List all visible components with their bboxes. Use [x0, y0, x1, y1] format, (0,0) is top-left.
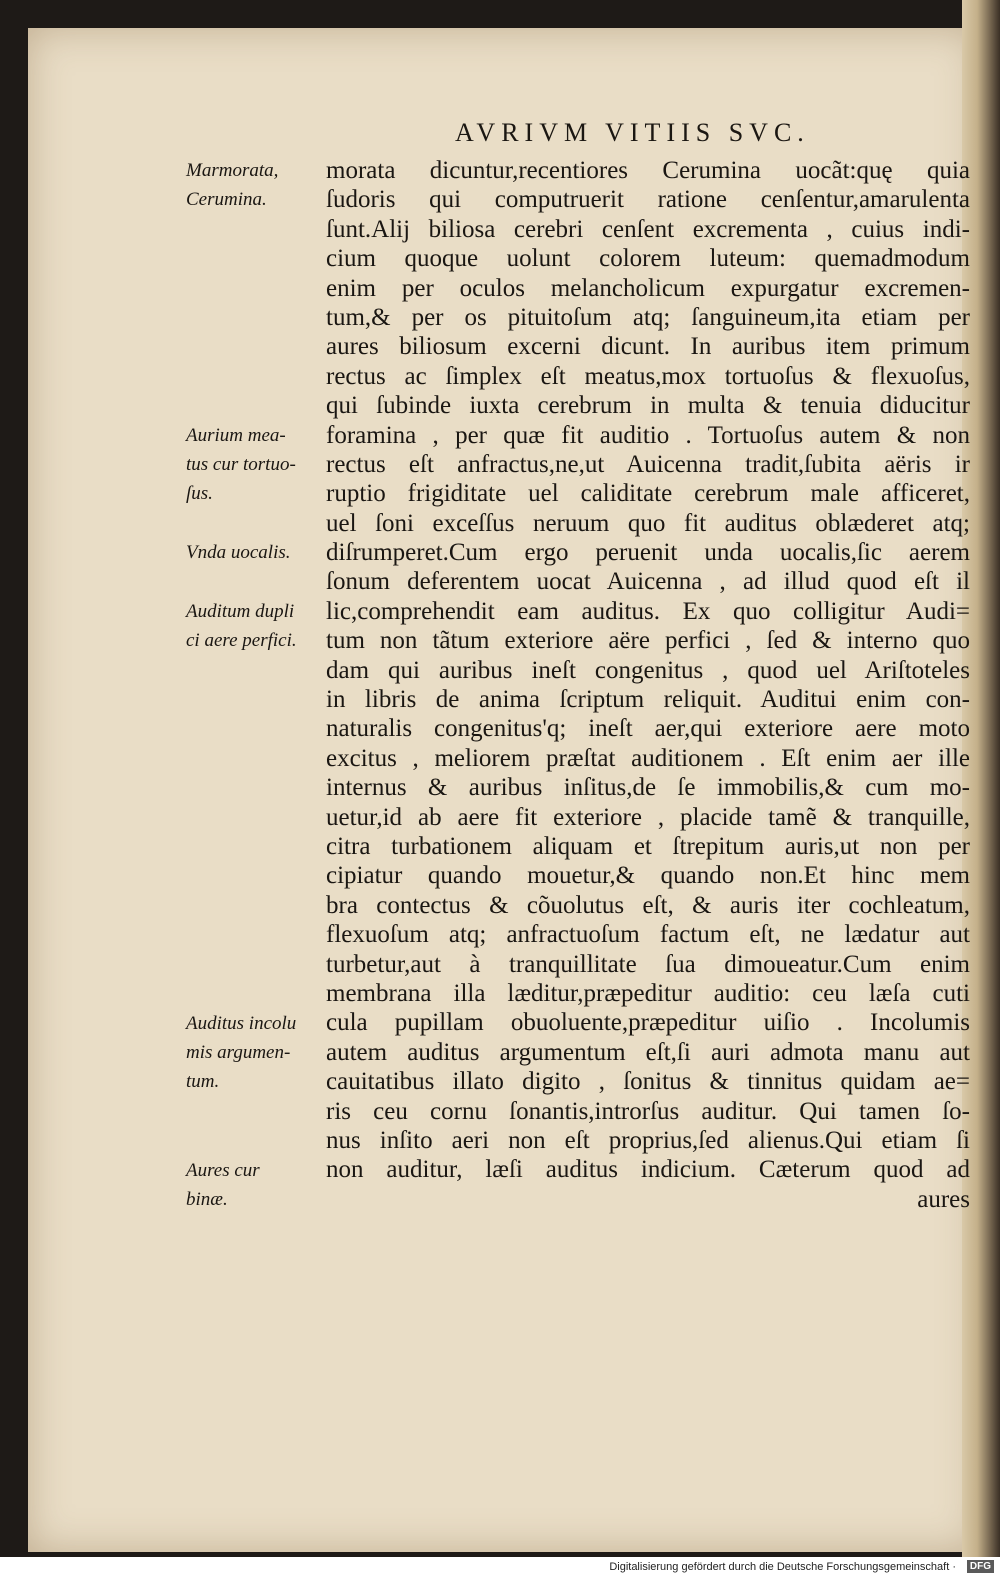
- text-line: bra contectus & cõuolutus eſt, & auris iter cochleatum,: [326, 891, 970, 919]
- text-line: flexuoſum atq; anfractuoſum factum eſt, ne lædatur aut: [326, 921, 970, 949]
- marginal-note: Auditum dupli: [186, 601, 295, 622]
- text-line: ſonum deferentem uocat Auicenna , ad illud quod eſt il: [326, 568, 970, 596]
- footer-credit: Digitalisierung gefördert durch die Deutsche Forschungsgemeinschaft ·: [609, 1561, 956, 1573]
- text-line: diſrumperet.Cum ergo peruenit unda uocalis,ſic aerem: [326, 539, 970, 567]
- text-line: citra turbationem aliquam et ſtrepitum auris,ut non per: [326, 832, 970, 860]
- text-line: non auditur, læſi auditus indicium. Cæterum quod ad: [326, 1156, 970, 1184]
- marginal-note: tus cur tortuo-: [186, 454, 296, 475]
- marginal-note: tum.: [186, 1071, 220, 1093]
- text-line: rectus ac ſimplex eſt meatus,mox tortuoſus & flexuoſus,: [326, 362, 970, 390]
- text-line: dam qui auribus ineſt congenitus , quod uel Ariſtoteles: [326, 656, 970, 684]
- text-line: cauitatibus illato digito , ſonitus & tinnitus quidam ae=: [326, 1068, 970, 1096]
- text-line: cula pupillam obuoluente,præpeditur uiſio . Incolumis: [326, 1009, 970, 1037]
- text-line: nus inſito aeri non eſt proprius,ſed alienus.Qui etiam ſi: [326, 1126, 970, 1154]
- marginal-note: Marmorata,: [186, 160, 279, 181]
- text-line: uetur,id ab aere fit exteriore , placide tamẽ & tranquille,: [326, 803, 970, 831]
- text-line: qui ſubinde iuxta cerebrum in multa & tenuia diducitur: [326, 392, 970, 420]
- marginal-note: Aures cur: [186, 1159, 260, 1181]
- text-line: cipiatur quando mouetur,& quando non.Et hinc mem: [326, 862, 970, 890]
- main-text: [326, 156, 970, 1214]
- text-line: internus & auribus inſitus,de ſe immobilis,& cum mo-: [326, 774, 970, 802]
- marginal-note: mis argumen-: [186, 1042, 291, 1063]
- text-line: tum,& per os pituitoſum atq; ſanguineum,ita etiam per: [326, 303, 970, 331]
- marginal-note: Auditus incolu: [186, 1012, 297, 1034]
- marginal-note: Cerumina.: [186, 189, 267, 211]
- dfg-logo: DFG: [967, 1560, 994, 1573]
- text-line: turbetur,aut à tranquillitate ſua dimoueatur.Cum enim: [326, 950, 970, 978]
- text-line: aures biliosum excerni dicunt. In auribus item primum: [326, 333, 970, 361]
- marginal-note: ci aere perfici.: [186, 630, 297, 652]
- footer-bar: [0, 1557, 1000, 1577]
- text-line: enim per oculos melancholicum expurgatur excremen-: [326, 274, 970, 302]
- text-line: cium quoque uolunt colorem luteum: quemadmodum: [326, 245, 970, 273]
- marginal-note: binæ.: [186, 1189, 228, 1210]
- text-line: lic,comprehendit eam auditus. Ex quo colligitur Audi=: [326, 597, 970, 625]
- text-line: morata dicuntur,recentiores Cerumina uocãt:quę quia: [326, 157, 970, 184]
- text-line: autem auditus argumentum eſt,ſi auri admota manu aut: [326, 1038, 970, 1066]
- running-head: AVRIVM VITIIS SVC.: [455, 118, 810, 147]
- text-line: uel ſoni exceſſus neruum quo fit auditus oblæderet atq;: [326, 509, 970, 537]
- marginal-note: ſus.: [186, 483, 213, 505]
- text-line: ſunt.Alij biliosa cerebri cenſent excrementa , cuius indi-: [326, 215, 970, 243]
- text-line: in libris de anima ſcriptum reliquit. Auditui enim con-: [326, 686, 970, 714]
- text-line: excitus , meliorem præſtat auditionem . Eſt enim aer ille: [326, 744, 970, 772]
- text-line: tum non tãtum exteriore aëre perfici , ſed & interno quo: [326, 627, 970, 655]
- text-line: ris ceu cornu ſonantis,introrſus auditur. Qui tamen ſo-: [326, 1097, 970, 1125]
- text-line: naturalis congenitus'q; ineſt aer,qui exteriore aere moto: [326, 715, 970, 743]
- text-line: aures: [917, 1185, 970, 1213]
- text-line: membrana illa læditur,præpeditur auditio: ceu læſa cuti: [326, 979, 970, 1007]
- text-line: ruptio frigiditate uel caliditate cerebrum male afficeret,: [326, 480, 970, 508]
- text-line: rectus eſt anfractus,ne,ut Auicenna tradit,ſubita aëris ir: [326, 450, 970, 478]
- marginal-note: Aurium mea-: [186, 424, 286, 446]
- text-line: ſudoris qui computruerit ratione cenſentur,amarulenta: [326, 186, 970, 214]
- text-line: foramina , per quæ fit auditio . Tortuoſus autem & non: [326, 421, 970, 449]
- marginal-note: Vnda uocalis.: [186, 542, 291, 564]
